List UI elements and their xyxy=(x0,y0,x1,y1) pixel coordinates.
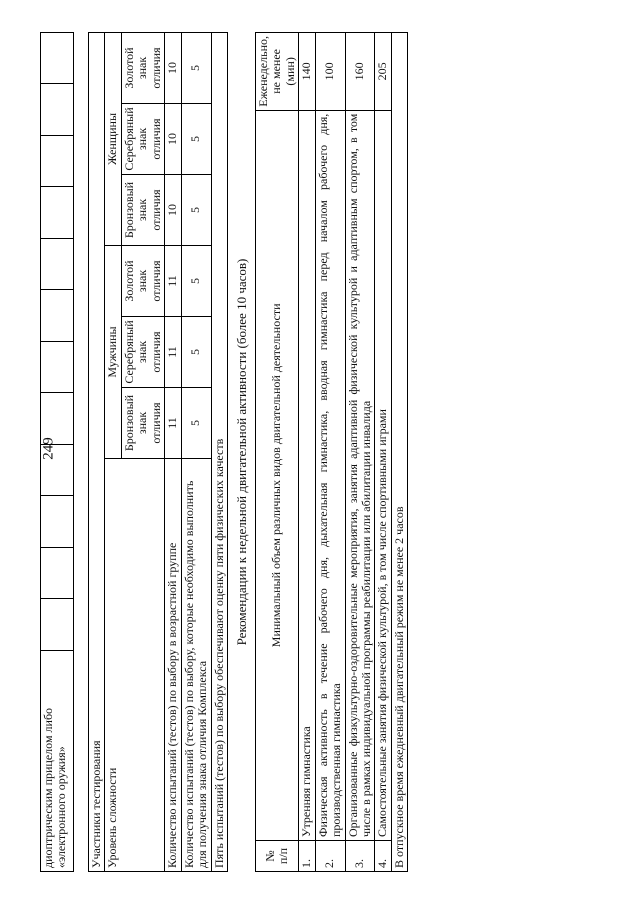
table-cell xyxy=(41,342,74,394)
women-header: Женщины xyxy=(105,33,121,246)
top-text-line1: диоптрическим прицелом либо xyxy=(41,707,55,868)
table-cell xyxy=(41,290,74,342)
table-cell xyxy=(41,599,74,651)
table-row xyxy=(105,33,121,872)
table-cell xyxy=(41,136,74,188)
value-cell: 11 xyxy=(165,246,181,317)
value-cell: 5 xyxy=(181,33,211,104)
header-activity: Минимальный объем различных видов двигательной деятельности xyxy=(255,110,298,840)
badge-header: Бронзовый знак отличия xyxy=(121,175,164,246)
badge-header: Серебряный знак отличия xyxy=(121,104,164,175)
table-cell xyxy=(41,187,74,239)
row-num: 3. xyxy=(345,841,375,872)
table-row xyxy=(375,33,391,872)
value-cell: 11 xyxy=(165,388,181,459)
table-cell xyxy=(41,393,74,445)
table-row xyxy=(345,33,375,872)
value-cell: 10 xyxy=(165,104,181,175)
row-value: 100 xyxy=(315,33,345,111)
value-cell: 5 xyxy=(181,175,211,246)
table-row xyxy=(299,33,315,872)
table-cell xyxy=(41,33,74,85)
row-text: Самостоятельные занятия физической культурой, в том числе спортивными играми xyxy=(375,110,391,840)
row-text: Физическая активность в течение рабочего дня, дыхательная гимнастика, вводная гимнастика перед началом рабочего дня, производственная гимнастика xyxy=(315,110,345,840)
table-footer-note: Пять испытаний (тестов) по выбору обеспечивают оценку пяти физических качеств xyxy=(211,33,227,872)
value-cell: 11 xyxy=(165,317,181,388)
row-value: 140 xyxy=(299,33,315,111)
rotated-page-content xyxy=(40,32,600,872)
table-top-fragment xyxy=(40,32,74,872)
row-value: 205 xyxy=(375,33,391,111)
row-num: 2. xyxy=(315,841,345,872)
value-cell: 5 xyxy=(181,246,211,317)
value-cell: 5 xyxy=(181,104,211,175)
row-num: 1. xyxy=(299,841,315,872)
row-text: Утренняя гимнастика xyxy=(299,110,315,840)
table-cell xyxy=(41,548,74,600)
value-cell: 5 xyxy=(181,317,211,388)
row-label: Количество испытаний (тестов) по выбору в возрастной группе xyxy=(165,459,181,872)
table-row xyxy=(211,33,227,872)
recommendations-caption: Рекомендации к недельной двигательной активности (более 10 часов) xyxy=(233,258,249,646)
badge-header: Золотой знак отличия xyxy=(121,33,164,104)
table-row xyxy=(255,33,298,872)
table-cell xyxy=(41,445,74,497)
table-row xyxy=(391,33,407,872)
page-number: 249 xyxy=(40,437,57,460)
table-row xyxy=(41,33,74,872)
table-footer-note: В отпускное время ежедневный двигательный режим не менее 2 часов xyxy=(391,33,407,872)
table-row xyxy=(315,33,345,872)
row-num: 4. xyxy=(375,841,391,872)
men-header: Мужчины xyxy=(105,246,121,459)
table-row xyxy=(181,33,211,872)
value-cell: 10 xyxy=(165,33,181,104)
value-cell: 5 xyxy=(181,388,211,459)
level-label: Уровень сложности xyxy=(105,459,165,872)
value-cell: 10 xyxy=(165,175,181,246)
header-weekly: Еженедельно, не менее (мин) xyxy=(255,33,298,111)
table-cell xyxy=(41,84,74,136)
table-row xyxy=(165,33,181,872)
top-text-line2: «электронного оружия» xyxy=(54,746,69,868)
badge-header: Бронзовый знак отличия xyxy=(121,388,164,459)
row-text: Организованные физкультурно-оздоровительные мероприятия, занятия адаптивной физической культурой и адаптивным спортом, в том числе в рамках индивидуальной программы реабилитации или абилитации инвалида xyxy=(345,110,375,840)
badge-requirements-table xyxy=(88,32,228,872)
header-num: № п/п xyxy=(255,841,298,872)
table-cell xyxy=(41,496,74,548)
table-row xyxy=(89,33,105,872)
badge-header: Серебряный знак отличия xyxy=(121,317,164,388)
row-label: Количество испытаний (тестов) по выбору, которые необходимо выполнить для получения знака отличия Комплекса xyxy=(181,459,211,872)
participants-label: Участники тестирования xyxy=(89,33,105,872)
table-cell xyxy=(41,239,74,291)
badge-header: Золотой знак отличия xyxy=(121,246,164,317)
weekly-activity-table xyxy=(255,32,408,872)
row-value: 160 xyxy=(345,33,375,111)
table-cell xyxy=(41,651,74,872)
